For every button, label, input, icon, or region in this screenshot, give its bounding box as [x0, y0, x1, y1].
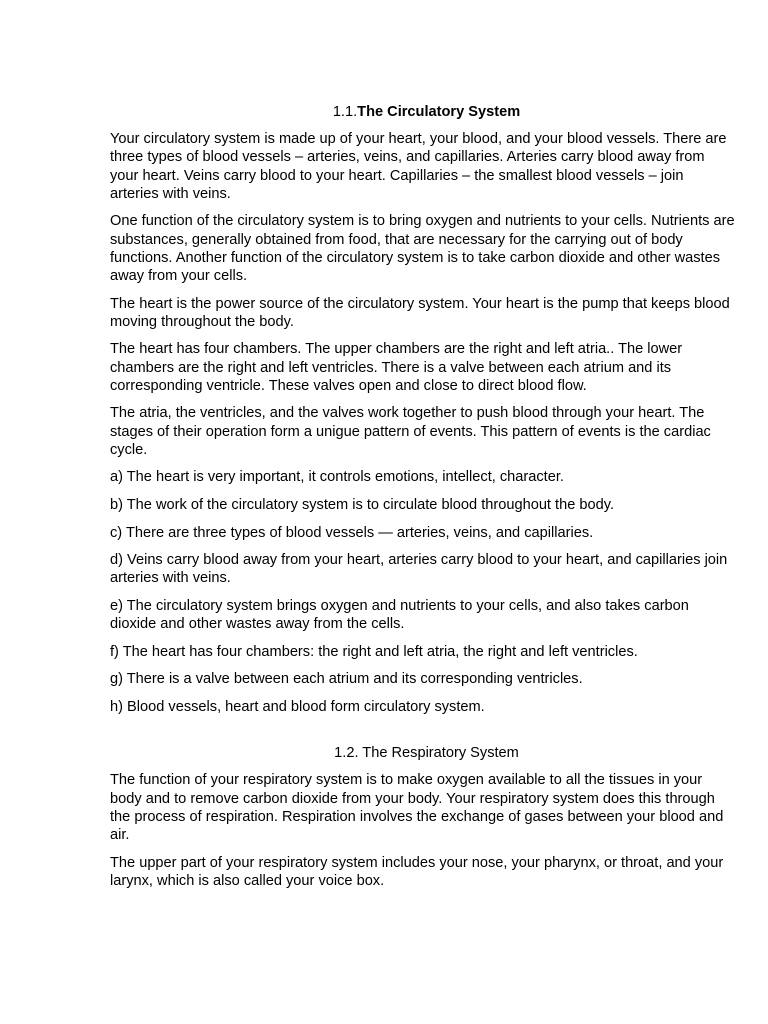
section-number: 1.1. [332, 104, 358, 120]
statement-item: c) There are three types of blood vessels — arteries, veins, and capillaries. [110, 524, 594, 541]
section-title: The Respiratory System [362, 745, 519, 762]
statement-item: h) Blood vessels, heart and blood form circulatory system. [110, 698, 485, 715]
section-number: 1.2. [334, 745, 363, 762]
document-page [110, 103, 735, 899]
statement-item: g) There is a valve between each atrium and its corresponding ventricles. [110, 671, 583, 688]
statement-item: b) The work of the circulatory system is to circulate blood throughout the body. [110, 497, 615, 513]
section-heading-circulatory [110, 103, 735, 121]
paragraph: The atria, the ventricles, and the valves work together to push blood through your heart. The stages of their operation form a unigue pattern of events. This pattern of events is the cardiac cycle. [110, 405, 711, 458]
statement-item: e) The circulatory system brings oxygen and nutrients to your cells, and also takes carbon dioxide and other wastes away from the cells. [110, 597, 689, 633]
statement-item: a) The heart is very important, it controls emotions, intellect, character. [110, 469, 564, 486]
paragraph: The heart has four chambers. The upper chambers are the right and left atria.. The lower chambers are the right and left ventricles. There is a valve between each atrium and its corresponding ventricle. These valves open and close to direct blood flow. [110, 341, 683, 394]
paragraph: Your circulatory system is made up of your heart, your blood, and your blood vessels. There are three types of blood vessels – arteries, veins, and capillaries. Arteries carry blood away from your heart. Veins carry blood to your heart. Capillaries – the smallest blood vessels – join arteries with veins. [110, 131, 727, 202]
section-heading-respiratory [110, 744, 735, 762]
statement-item: f) The heart has four chambers: the right and left atria, the right and left ventricles. [110, 643, 638, 660]
paragraph: The heart is the power source of the circulatory system. Your heart is the pump that keeps blood moving throughout the body. [110, 295, 730, 330]
paragraph: One function of the circulatory system is to bring oxygen and nutrients to your cells. Nutrients are substances, generally obtained from food, that are necessary for the carrying out of body functions. Another function of the circulatory system is to take carbon dioxide and other wastes away from your cells. [110, 213, 735, 285]
statement-item: d) Veins carry blood away from your heart, arteries carry blood to your heart, and capillaries join arteries with veins. [110, 552, 728, 587]
paragraph: The upper part of your respiratory system includes your nose, your pharynx, or throat, and your larynx, which is also called your voice box. [110, 854, 724, 889]
section-title: The Circulatory System [357, 104, 521, 120]
paragraph: The function of your respiratory system is to make oxygen available to all the tissues in your body and to remove carbon dioxide from your body. Your respiratory system does this through the process of respiration. Respiration involves the exchange of gases between your blood and air. [110, 772, 724, 843]
